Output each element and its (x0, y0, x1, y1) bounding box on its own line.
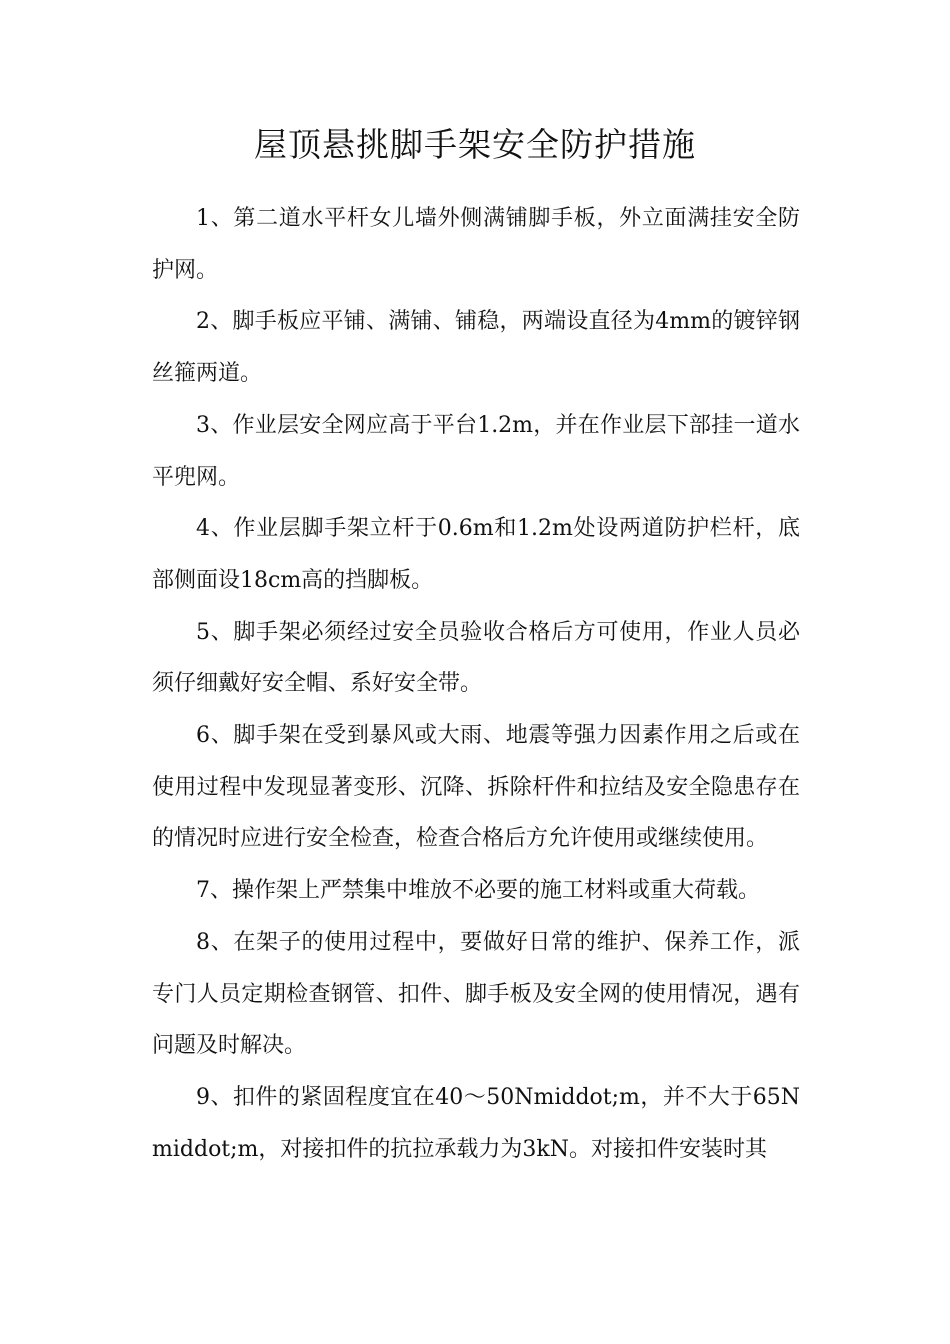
document-body (152, 193, 800, 1175)
paragraph-5: 5、脚手架必须经过安全员验收合格后方可使用，作业人员必须仔细戴好安全帽、系好安全带。 (152, 619, 800, 697)
paragraph-8: 8、在架子的使用过程中，要做好日常的维护、保养工作，派专门人员定期检查钢管、扣件、脚手板及安全网的使用情况，遇有问题及时解决。 (152, 929, 800, 1059)
paragraph-1: 1、第二道水平杆女儿墙外侧满铺脚手板，外立面满挂安全防护网。 (152, 206, 800, 283)
paragraph-7: 7、操作架上严禁集中堆放不必要的施工材料或重大荷载。 (196, 878, 760, 904)
document-title: 屋顶悬挑脚手架安全防护措施 (254, 125, 696, 164)
paragraph-3: 3、作业层安全网应高于平台1.2m，并在作业层下部挂一道水平兜网。 (152, 412, 800, 490)
paragraph-6: 6、脚手架在受到暴风或大雨、地震等强力因素作用之后或在使用过程中发现显著变形、沉降、拆除杆件和拉结及安全隐患存在的情况时应进行安全检查，检查合格后方允许使用或继续使用。 (152, 723, 800, 852)
paragraph-4: 4、作业层脚手架立杆于0.6m和1.2m处设两道防护栏杆，底部侧面设18cm高的挡脚板。 (152, 516, 800, 593)
paragraph-2: 2、脚手板应平铺、满铺、铺稳，两端设直径为4mm的镀锌钢丝箍两道。 (152, 309, 800, 387)
paragraph-9: 9、扣件的紧固程度宜在40～50Nmiddot;m，并不大于65Nmiddot;m，对接扣件的抗拉承载力为3kN。对接扣件安装时其 (152, 1084, 800, 1162)
